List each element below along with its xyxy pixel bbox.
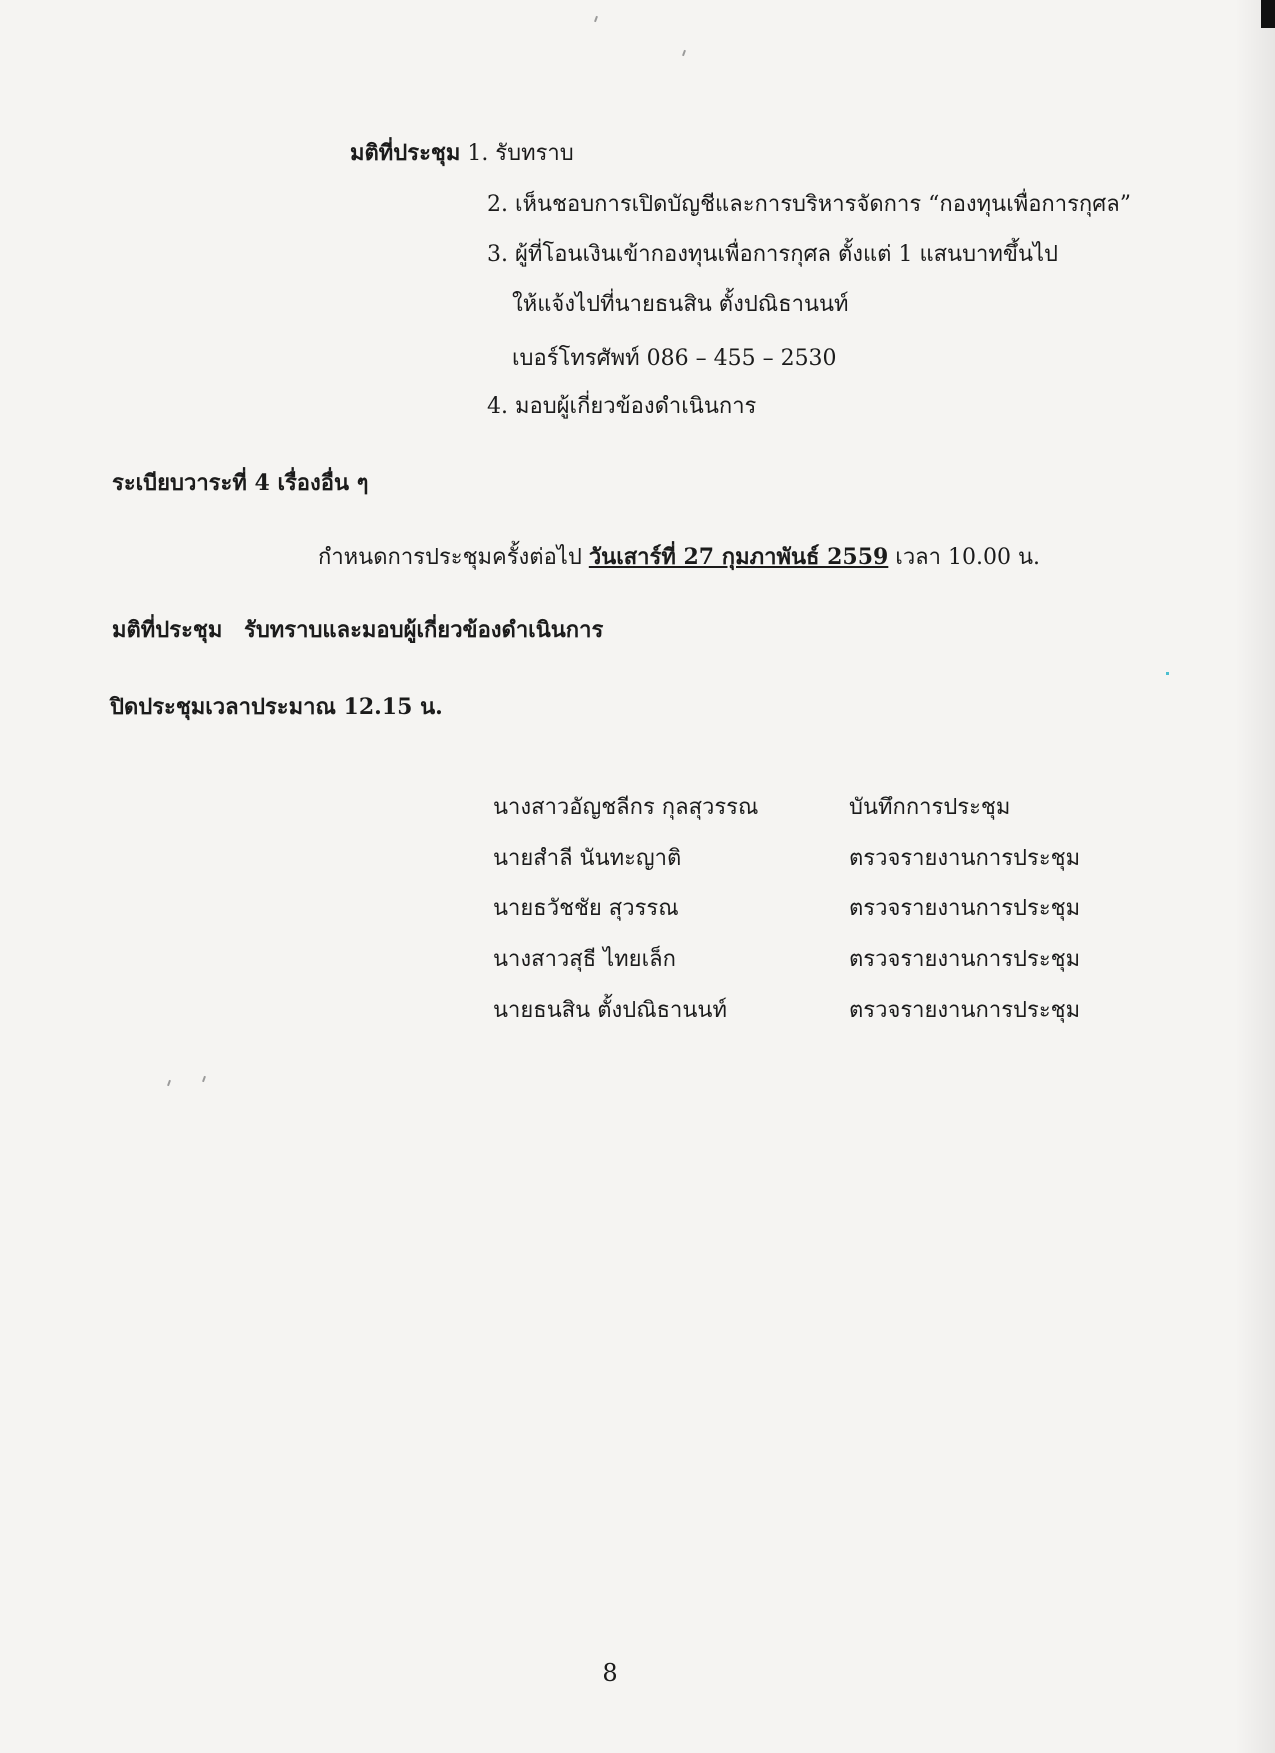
signatory-name: นายธนสิน ตั้งปณิธานนท์ xyxy=(493,998,727,1023)
resolution-item-2: 2. เห็นชอบการเปิดบัญชีและการบริหารจัดการ “กองทุนเพื่อการกุศล” xyxy=(487,192,1131,217)
next-meeting-prefix: กำหนดการประชุมครั้งต่อไป xyxy=(318,545,589,570)
resolution-2-text: รับทราบและมอบผู้เกี่ยวข้องดำเนินการ xyxy=(244,617,604,643)
next-meeting-date: วันเสาร์ที่ 27 กุมภาพันธ์ 2559 xyxy=(588,544,889,570)
page-number: 8 xyxy=(602,1659,618,1687)
signatory-name: นายธวัชชัย สุวรรณ xyxy=(493,896,679,921)
scan-corner-mark xyxy=(1261,0,1275,28)
next-meeting-time: เวลา 10.00 น. xyxy=(888,545,1041,570)
signatory-role: ตรวจรายงานการประชุม xyxy=(849,947,1081,972)
signatory-name: นายสำลี นันทะญาติ xyxy=(493,846,682,871)
signatory-name: นางสาวอัญชลีกร กุลสุวรรณ xyxy=(493,795,759,820)
resolution-item-3-contact: ให้แจ้งไปที่นายธนสิน ตั้งปณิธานนท์ xyxy=(512,292,849,317)
next-meeting-text xyxy=(318,542,1040,573)
scan-speck xyxy=(202,1076,206,1082)
resolution-2-line xyxy=(112,615,603,645)
closing-time: ปิดประชุมเวลาประมาณ 12.15 น. xyxy=(110,694,443,720)
scan-speck xyxy=(1166,672,1169,675)
signatory-name: นางสาวสุธี ไทยเล็ก xyxy=(493,947,676,972)
signatory-role: ตรวจรายงานการประชุม xyxy=(849,846,1081,871)
scan-speck xyxy=(594,16,598,22)
scan-speck xyxy=(682,50,686,56)
resolution-item-4: 4. มอบผู้เกี่ยวข้องดำเนินการ xyxy=(487,394,757,419)
signatory-role: บันทึกการประชุม xyxy=(849,795,1011,820)
signatory-role: ตรวจรายงานการประชุม xyxy=(849,896,1081,921)
resolution-item-3-phone: เบอร์โทรศัพท์ 086 – 455 – 2530 xyxy=(512,346,837,371)
resolution-item-1: 1. รับทราบ xyxy=(467,141,574,166)
agenda-4-heading: ระเบียบวาระที่ 4 เรื่องอื่น ๆ xyxy=(112,470,369,496)
page-edge-shadow xyxy=(1235,0,1275,1753)
resolution-item-3: 3. ผู้ที่โอนเงินเข้ากองทุนเพื่อการกุศล ตั้งแต่ 1 แสนบาทขึ้นไป xyxy=(487,242,1059,267)
resolution-2-label: มติที่ประชุม xyxy=(112,617,223,643)
resolution-label: มติที่ประชุม xyxy=(350,140,461,166)
signatory-role: ตรวจรายงานการประชุม xyxy=(849,998,1081,1023)
resolution-line-1 xyxy=(350,138,574,169)
scan-speck xyxy=(167,1080,171,1086)
